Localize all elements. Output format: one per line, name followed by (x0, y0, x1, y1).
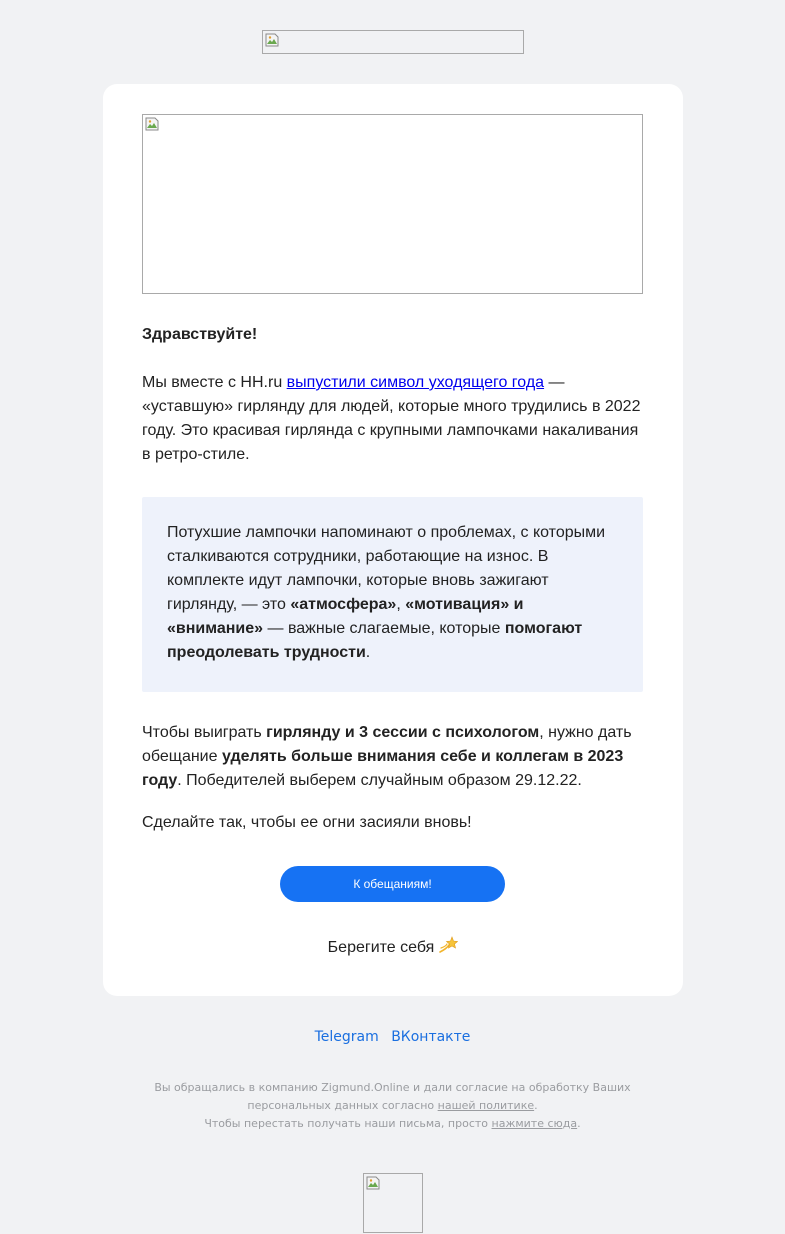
vk-link[interactable]: ВКонтакте (391, 1029, 471, 1045)
rules-paragraph (142, 721, 644, 793)
legal-notice (140, 1079, 645, 1133)
closing-text: Сделайте так, чтобы ее огни засияли вновь! (142, 814, 472, 831)
email-card (103, 84, 683, 996)
footer-logo-image (363, 1173, 423, 1233)
quote-text: Потухшие лампочки напоминают о проблемах, с которыми сталкиваются сотрудники, работающие на износ. В комплекте идут лампочки, которые вновь зажигают гирлянду, — это (167, 524, 606, 613)
quote-text: — важные слагаемые, которые (263, 620, 505, 637)
intro-text: Мы вместе с HH.ru (142, 374, 287, 391)
broken-image-icon (264, 32, 280, 48)
quote-text: , (396, 596, 406, 613)
broken-image-icon (365, 1175, 381, 1191)
intro-text-rest: — «уставшую» гирлянду для людей, которые много трудились в 2022 году. Это красивая гирлянда с крупными лампочками накаливания в ретро-стиле. (142, 374, 641, 463)
quote-text: . (365, 644, 371, 661)
rules-text: Чтобы выиграть (142, 724, 267, 741)
policy-link[interactable]: нашей политике (437, 1099, 535, 1112)
telegram-link[interactable]: Telegram (314, 1029, 379, 1045)
rules-bold-promise: уделять больше внимания себе и коллегам в 2023 году (142, 748, 624, 789)
unsubscribe-text-end: . (577, 1117, 581, 1130)
header-logo-image (262, 30, 524, 54)
promises-button[interactable]: К обещаниям! (280, 866, 505, 902)
quote-box (142, 497, 643, 692)
quote-bold-atmosphere: «атмосфера» (290, 596, 397, 613)
symbol-link[interactable]: выпустили символ уходящего года (286, 374, 545, 391)
rules-text: , нужно дать обещание (142, 724, 632, 765)
intro-paragraph (142, 371, 644, 467)
legal-text-end: . (534, 1099, 538, 1112)
social-links (0, 1026, 785, 1048)
broken-image-icon (144, 116, 160, 132)
legal-text: Вы обращались в компанию Zigmund.Online и дали согласие на обработку Ваших персональных данных согласно (154, 1081, 631, 1112)
signoff-text: Берегите себя (327, 939, 435, 956)
quote-bold-motivation: «мотивация» и «внимание» (167, 596, 524, 637)
greeting: Здравствуйте! (142, 326, 258, 343)
hero-image (142, 114, 643, 294)
dizzy-star-icon (438, 936, 458, 954)
quote-bold-difficulties: помогают преодолевать трудности (167, 620, 583, 661)
rules-text: . Победителей выберем случайным образом 29.12.22. (177, 772, 582, 789)
rules-bold-prize: гирлянду и 3 сессии с психологом (266, 724, 540, 741)
unsubscribe-text: Чтобы перестать получать наши письма, просто (204, 1117, 492, 1130)
signoff (103, 936, 683, 960)
unsubscribe-link[interactable]: нажмите сюда (491, 1117, 578, 1130)
